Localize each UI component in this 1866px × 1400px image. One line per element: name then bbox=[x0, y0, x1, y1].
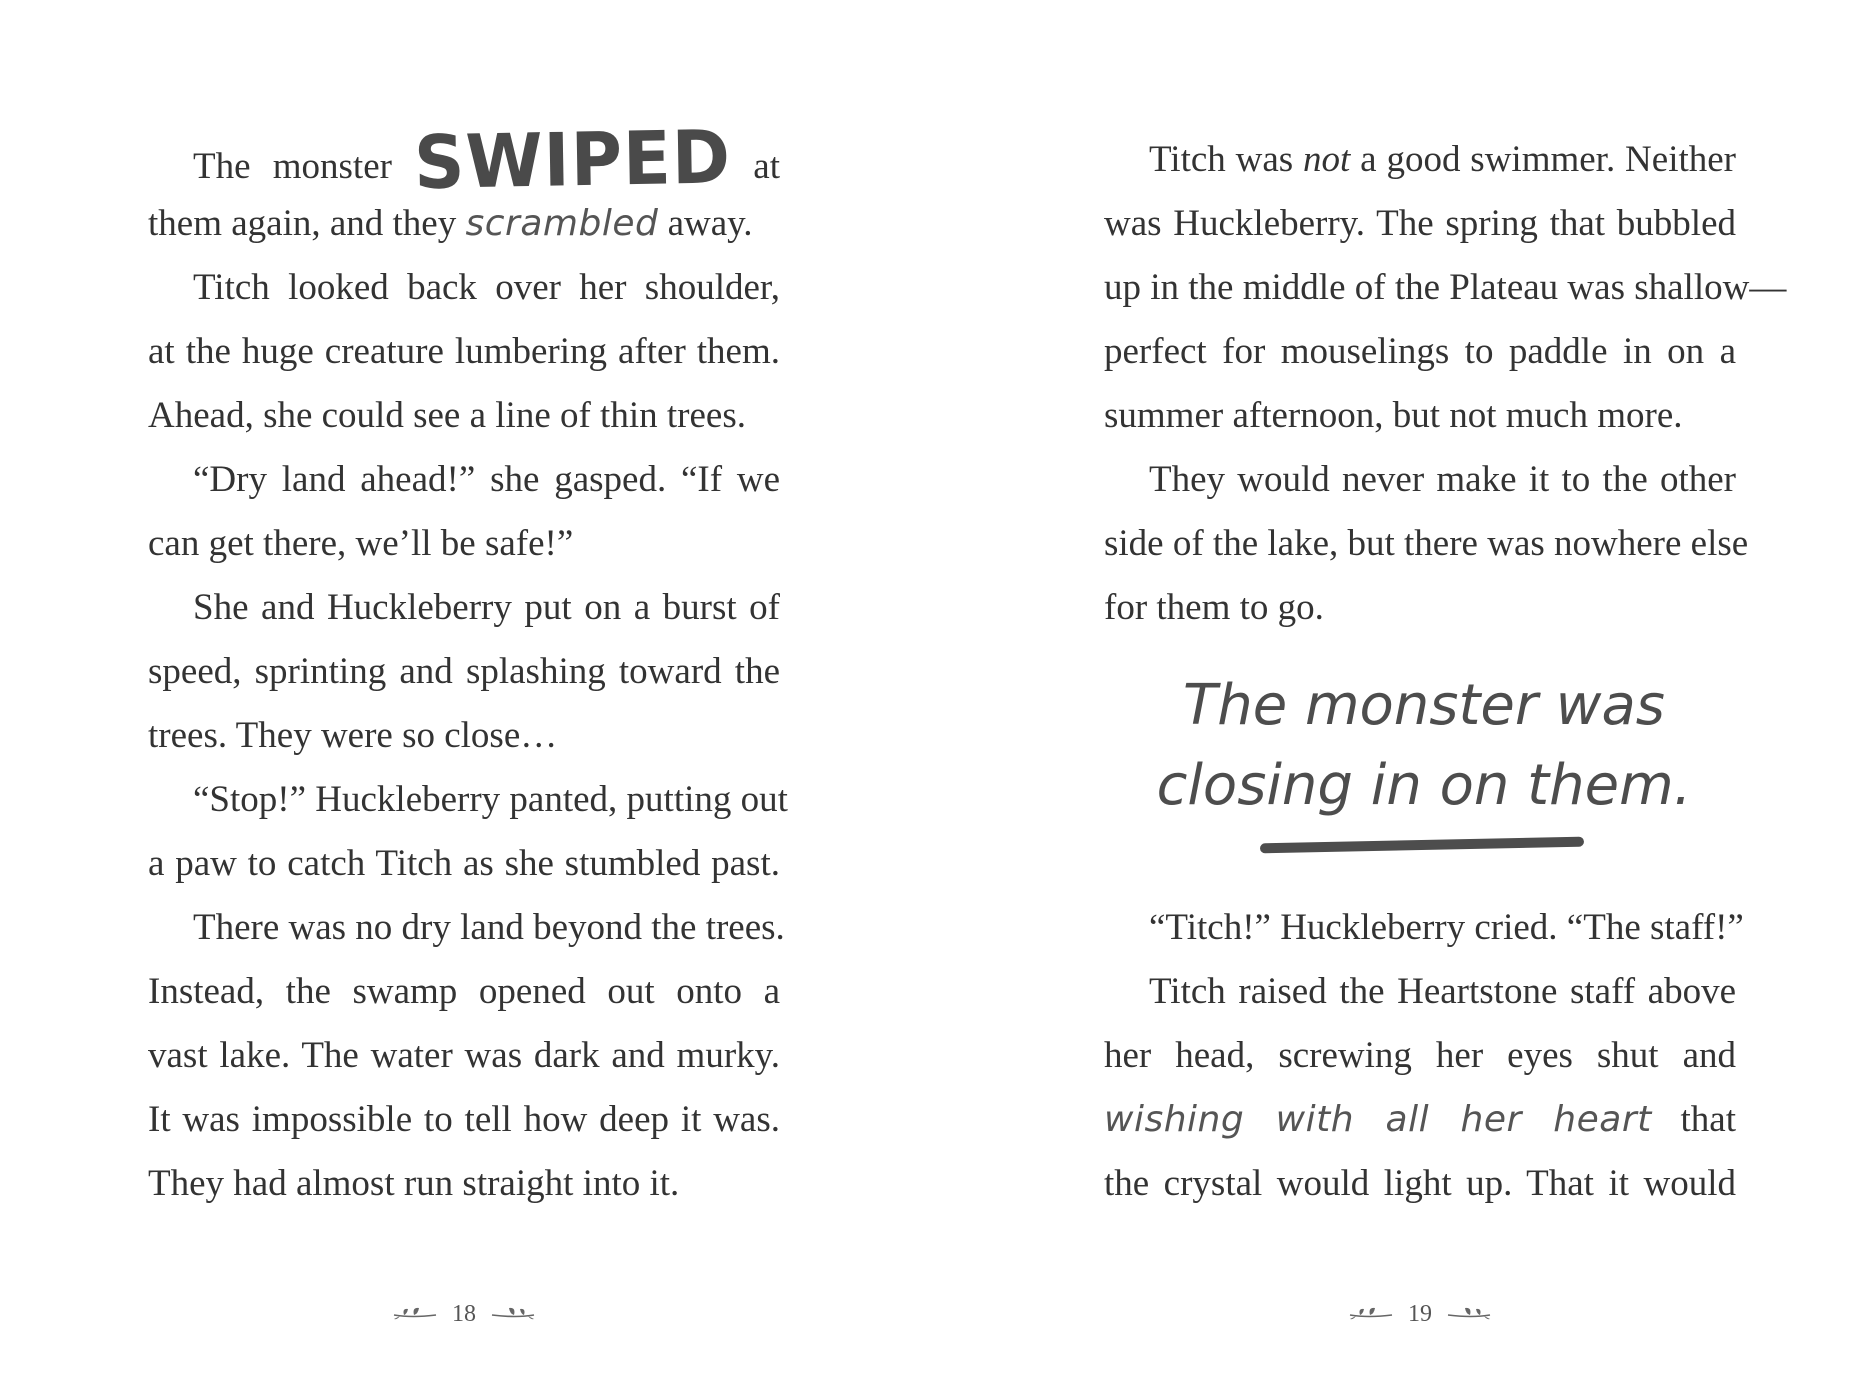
text-line-7: side of the lake, but there was nowhere else bbox=[1104, 523, 1749, 564]
text-line-1: Titch was not a good swimmer. Neither bbox=[1149, 139, 1736, 180]
leaf-ornament-icon bbox=[1348, 1306, 1394, 1322]
text-line-9: “Titch!” Huckleberry cried. “The staff!” bbox=[1149, 907, 1744, 948]
text-line-4: at the huge creature lumbering after them. bbox=[148, 331, 780, 372]
text-line-14: Instead, the swamp opened out onto a bbox=[148, 971, 780, 1012]
leaf-ornament-icon bbox=[1446, 1306, 1492, 1322]
pull-quote-underline bbox=[1260, 837, 1584, 854]
wishing-hand-phrase: wishing with all her heart bbox=[1104, 1099, 1652, 1140]
swiped-display-word: SWIPED bbox=[413, 114, 732, 206]
page-number: 18 bbox=[452, 1301, 476, 1328]
emphasis-not: not bbox=[1303, 139, 1351, 180]
right-page bbox=[1104, 0, 1787, 1400]
text-line-12: wishing with all her heart that bbox=[1104, 1099, 1736, 1140]
text-line-7: can get there, we’ll be safe!” bbox=[148, 523, 574, 564]
text-line-15: vast lake. The water was dark and murky. bbox=[148, 1035, 780, 1076]
text-line-10: trees. They were so close… bbox=[148, 715, 558, 756]
leaf-ornament-icon bbox=[490, 1306, 536, 1322]
text-line-5: summer afternoon, but not much more. bbox=[1104, 395, 1683, 436]
text-line-3: up in the middle of the Plateau was shallow— bbox=[1104, 267, 1787, 308]
page-number-right bbox=[1320, 1296, 1520, 1330]
pull-quote-line-1: The monster was bbox=[1183, 673, 1665, 738]
text-line-4: perfect for mouselings to paddle in on a bbox=[1104, 331, 1736, 372]
text-line-5: Ahead, she could see a line of thin trees. bbox=[148, 395, 746, 436]
text-line-2: them again, and they scrambled away. bbox=[148, 203, 753, 244]
text-line-12: a paw to catch Titch as she stumbled past. bbox=[148, 843, 780, 884]
text-line-6: They would never make it to the other bbox=[1149, 459, 1736, 500]
text-line-16: It was impossible to tell how deep it was. bbox=[148, 1099, 780, 1140]
text-line-17: They had almost run straight into it. bbox=[148, 1163, 680, 1204]
text-line-6: “Dry land ahead!” she gasped. “If we bbox=[193, 459, 780, 500]
text-line-1: The monster SWIPED at bbox=[193, 114, 780, 206]
text-line-11: “Stop!” Huckleberry panted, putting out bbox=[193, 779, 788, 820]
page-number-left bbox=[364, 1296, 564, 1330]
text-line-8: She and Huckleberry put on a burst of bbox=[193, 587, 780, 628]
text-line-2: was Huckleberry. The spring that bubbled bbox=[1104, 203, 1736, 244]
text-line-13: There was no dry land beyond the trees. bbox=[193, 907, 785, 948]
page-number: 19 bbox=[1408, 1301, 1432, 1328]
pull-quote-line-2: closing in on them. bbox=[1156, 753, 1692, 818]
pull-quote bbox=[1134, 666, 1714, 826]
text-line-8: for them to go. bbox=[1104, 587, 1324, 628]
leaf-ornament-icon bbox=[392, 1306, 438, 1322]
text-line-9: speed, sprinting and splashing toward the bbox=[148, 651, 780, 692]
text-line-13: the crystal would light up. That it would bbox=[1104, 1163, 1736, 1204]
text-line-3: Titch looked back over her shoulder, bbox=[193, 267, 780, 308]
left-page bbox=[148, 0, 788, 1400]
scrambled-hand-word: scrambled bbox=[465, 203, 659, 244]
text-line-11: her head, screwing her eyes shut and bbox=[1104, 1035, 1736, 1076]
text-line-10: Titch raised the Heartstone staff above bbox=[1149, 971, 1736, 1012]
